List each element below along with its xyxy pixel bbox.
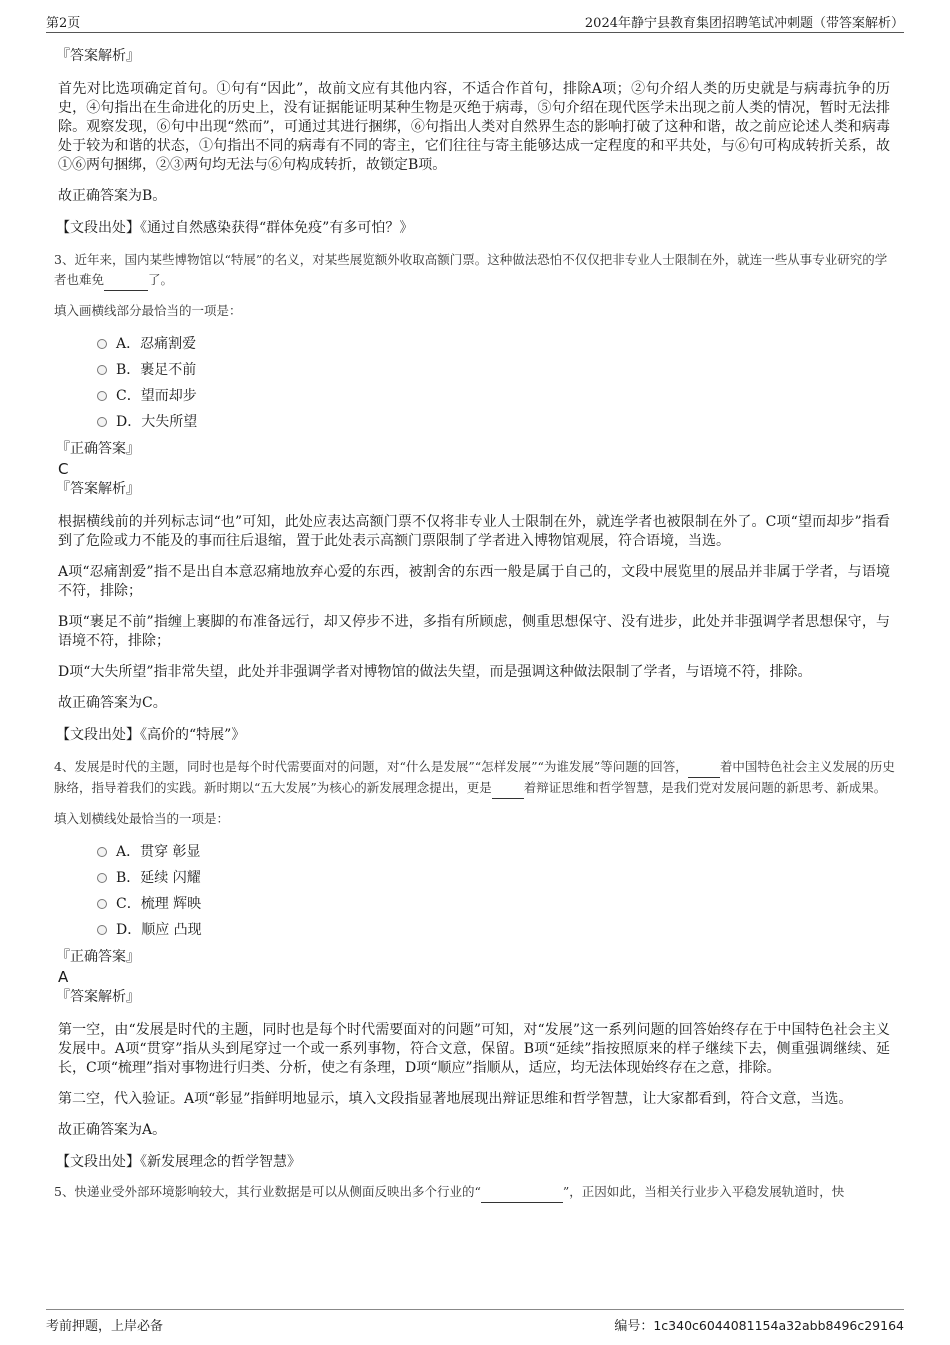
q3-instruction: 填入画横线部分最恰当的一项是： <box>54 303 242 318</box>
radio-icon[interactable] <box>97 365 107 375</box>
page-number: 第2页 <box>46 16 81 31</box>
q3-options <box>46 335 904 439</box>
q2-conclusion: 故正确答案为B。 <box>58 188 167 204</box>
header-divider <box>46 32 904 33</box>
q3-answer-label: 『正确答案』 <box>56 441 140 457</box>
q3-analysis-p4: D项“大失所望”指非常失望，此处并非强调学者对博物馆的做法失望，而是强调这种做法限制了学者，与语境不符，排除。 <box>58 664 812 680</box>
radio-icon[interactable] <box>97 925 107 935</box>
radio-icon[interactable] <box>97 417 107 427</box>
q4-answer-label: 『正确答案』 <box>56 949 140 965</box>
q4-option-a[interactable]: A．贯穿 彰显 <box>46 843 904 869</box>
q4-analysis-label: 『答案解析』 <box>56 989 140 1005</box>
q3-blank <box>104 270 148 291</box>
q2-source: 【文段出处】《通过自然感染获得“群体免疫”有多可怕？》 <box>56 220 414 236</box>
q4-answer: A <box>58 968 69 986</box>
q3-answer: C <box>58 460 69 478</box>
q3-analysis-p2: A项“忍痛割爱”指不是出自本意忍痛地放弃心爱的东西，被割舍的东西一般是属于自己的，文段中展览里的展品并非属于学者，与语境不符，排除； <box>58 564 890 599</box>
document-body <box>46 44 904 1203</box>
q4-option-b[interactable]: B．延续 闪耀 <box>46 869 904 895</box>
q3-option-d[interactable]: D．大失所望 <box>46 413 904 439</box>
page-header <box>46 12 904 32</box>
q5-stem <box>46 1182 904 1203</box>
footer-divider <box>46 1309 904 1310</box>
document-title: 2024年静宁县教育集团招聘笔试冲刺题（带答案解析） <box>584 16 904 31</box>
q5-blank <box>481 1182 563 1203</box>
q2-analysis-paragraph: 首先对比选项确定首句。①句有“因此”，故前文应有其他内容，不适合作首句，排除A项；②句介绍人类的历史就是与病毒抗争的历史，④句指出在生命进化的历史上，没有证据能证明某种生物是灭绝于病毒，⑤句介绍在现代医学未出现之前人类的情况，暂时无法排除。观察发现，⑥句中出现“然而”，可通过其进行捆绑，⑥句指出人类对自然界生态的影响打破了这种和谐，故之前应论述人类和病毒处于较为和谐的状态，①句指出不同的病毒有不同的寄主，它们往往与寄主能够达成一定程度的和平共处，与⑥句可构成转折关系，故①⑥两句捆绑，②③两句均无法与⑥句构成转折，故锁定B项。 <box>58 81 890 173</box>
q2-analysis-label: 『答案解析』 <box>56 48 140 64</box>
q3-analysis-label: 『答案解析』 <box>56 481 140 497</box>
radio-icon[interactable] <box>97 899 107 909</box>
q3-analysis-p1: 根据横线前的并列标志词“也”可知，此处应表达高额门票不仅将非专业人士限制在外，就连学者也被限制在外了。C项“望而却步”指看到了危险或力不能及的事而往后退缩，置于此处表示高额门票限制了学者进入博物馆观展，符合语境，当选。 <box>58 514 890 549</box>
q4-instruction: 填入划横线处最恰当的一项是： <box>54 811 230 826</box>
q3-option-b[interactable]: B．裹足不前 <box>46 361 904 387</box>
radio-icon[interactable] <box>97 847 107 857</box>
q5-stem-text-a: 5、快递业受外部环境影响较大，其行业数据是可以从侧面反映出多个行业的“ <box>54 1184 481 1199</box>
radio-icon[interactable] <box>97 339 107 349</box>
q3-analysis-p3: B项“裹足不前”指缠上裹脚的布准备远行，却又停步不进，多指有所顾虑，侧重思想保守、没有进步，此处并非强调学者思想保守，与语境不符，排除； <box>58 614 890 649</box>
radio-icon[interactable] <box>97 873 107 883</box>
radio-icon[interactable] <box>97 391 107 401</box>
q4-stem-text-b: 着中国特色社会主义发展的历史脉络，指导着我们的实践。新时期以“五大发展”为核心的新发展理念提出，更是 <box>54 759 895 795</box>
q3-stem-text-a: 3、近年来，国内某些博物馆以“特展”的名义，对某些展览额外收取高额门票。这种做法恐怕不仅仅把非专业人士限制在外，就连一些从事专业研究的学者也难免 <box>54 252 888 287</box>
q3-stem <box>46 250 904 291</box>
q3-conclusion: 故正确答案为C。 <box>58 695 167 711</box>
document-code <box>614 1315 904 1334</box>
q4-blank-1 <box>688 757 720 778</box>
q4-option-c[interactable]: C．梳理 辉映 <box>46 895 904 921</box>
q3-option-c[interactable]: C．望而却步 <box>46 387 904 413</box>
q4-stem <box>46 757 904 799</box>
footer-slogan: 考前押题，上岸必备 <box>46 1319 164 1334</box>
q4-blank-2 <box>492 778 524 799</box>
q4-source: 【文段出处】《新发展理念的哲学智慧》 <box>56 1154 301 1170</box>
q4-stem-text-a: 4、发展是时代的主题，同时也是每个时代需要面对的问题，对“什么是发展”“怎样发展”“为谁发展”等问题的回答， <box>54 759 688 774</box>
q4-conclusion: 故正确答案为A。 <box>58 1122 167 1138</box>
q4-analysis-p2: 第二空，代入验证。A项“彰显”指鲜明地显示，填入文段指显著地展现出辩证思维和哲学智慧，让大家都看到，符合文意，当选。 <box>58 1091 853 1107</box>
q3-source: 【文段出处】《高价的“特展”》 <box>56 727 246 743</box>
q4-option-d[interactable]: D．顺应 凸现 <box>46 921 904 947</box>
q3-option-a[interactable]: A．忍痛割爱 <box>46 335 904 361</box>
document-code-value: 1c340c6044081154a32abb8496c29164 <box>653 1318 904 1333</box>
q4-stem-text-c: 着辩证思维和哲学智慧，是我们党对发展问题的新思考、新成果。 <box>523 780 887 795</box>
q5-stem-text-b: ”，正因如此，当相关行业步入平稳发展轨道时，快 <box>562 1184 845 1199</box>
q4-analysis-p1: 第一空，由“发展是时代的主题，同时也是每个时代需要面对的问题”可知，对“发展”这一系列问题的回答始终存在于中国特色社会主义发展中。A项“贯穿”指从头到尾穿过一个或一系列事物，符合文意，保留。B项“延续”指按照原来的样子继续下去，侧重强调继续、延长，C项“梳理”指对事物进行归类、分析，使之有条理，D项“顺应”指顺从，适应，均无法体现始终存在之意，排除。 <box>58 1022 890 1076</box>
document-code-label: 编号： <box>614 1319 654 1334</box>
q3-stem-text-b: 了。 <box>148 272 174 287</box>
q4-options <box>46 843 904 947</box>
